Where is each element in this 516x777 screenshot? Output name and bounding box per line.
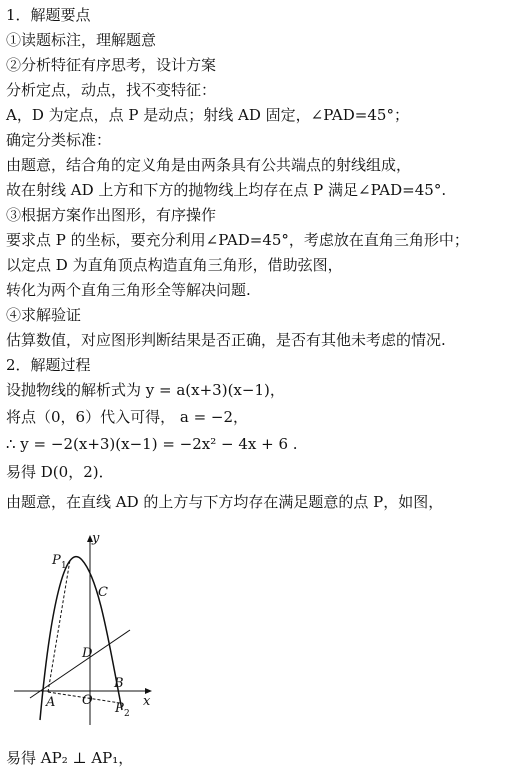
text-line: 设抛物线的解析式为 y = a(x+3)(x−1)，	[6, 381, 285, 399]
label-c: C	[98, 585, 108, 600]
text-line: 2．解题过程	[6, 356, 91, 374]
label-p2-sub: 2	[124, 709, 130, 719]
text-line: ④求解验证	[6, 306, 82, 324]
label-o: O	[82, 693, 93, 708]
text-line: 故在射线 AD 上方和下方的抛物线上均存在点 P 满足∠PAD=45°.	[6, 181, 447, 199]
label-a: A	[46, 695, 56, 710]
label-d: D	[82, 646, 93, 661]
label-p2: P	[115, 701, 124, 716]
label-p1-sub: 1	[61, 561, 67, 571]
parabola-figure	[10, 530, 160, 730]
text-line: 1．解题要点	[6, 6, 91, 24]
label-b: B	[114, 676, 124, 691]
text-line: 估算数值，对应图形判断结果是否正确，是否有其他未考虑的情况.	[6, 331, 446, 349]
text-line: ∴ y = −2(x+3)(x−1) = −2x² − 4x + 6 .	[6, 435, 298, 453]
text-line: ③根据方案作出图形，有序操作	[6, 206, 217, 224]
text-line: 转化为两个直角三角形全等解决问题.	[6, 281, 251, 299]
text-line: 确定分类标准：	[6, 131, 112, 149]
label-p1: P	[52, 553, 61, 568]
text-line: 由题意，在直线 AD 的上方与下方均存在满足题意的点 P，如图，	[6, 493, 444, 511]
text-line: 分析定点，动点，找不变特征：	[6, 81, 217, 99]
label-x: x	[143, 694, 151, 709]
text-line: 将点（0，6）代入可得， a = −2，	[6, 408, 249, 426]
text-line: 以定点 D 为直角顶点构造直角三角形，借助弦图，	[6, 256, 343, 274]
text-line: A，D 为定点，点 P 是动点；射线 AD 固定，∠PAD=45°；	[6, 106, 409, 124]
text-line: 由题意，结合角的定义角是由两条具有公共端点的射线组成，	[6, 156, 412, 174]
text-line: 易得 D(0，2)．	[6, 463, 114, 481]
text-line: ②分析特征有序思考，设计方案	[6, 56, 217, 74]
text-line: 易得 AP₂ ⊥ AP₁，	[6, 749, 134, 767]
label-y: y	[92, 531, 100, 546]
text-line: ①读题标注，理解题意	[6, 31, 157, 49]
text-line: 要求点 P 的坐标，要充分利用∠PAD=45°，考虑放在直角三角形中；	[6, 231, 469, 249]
